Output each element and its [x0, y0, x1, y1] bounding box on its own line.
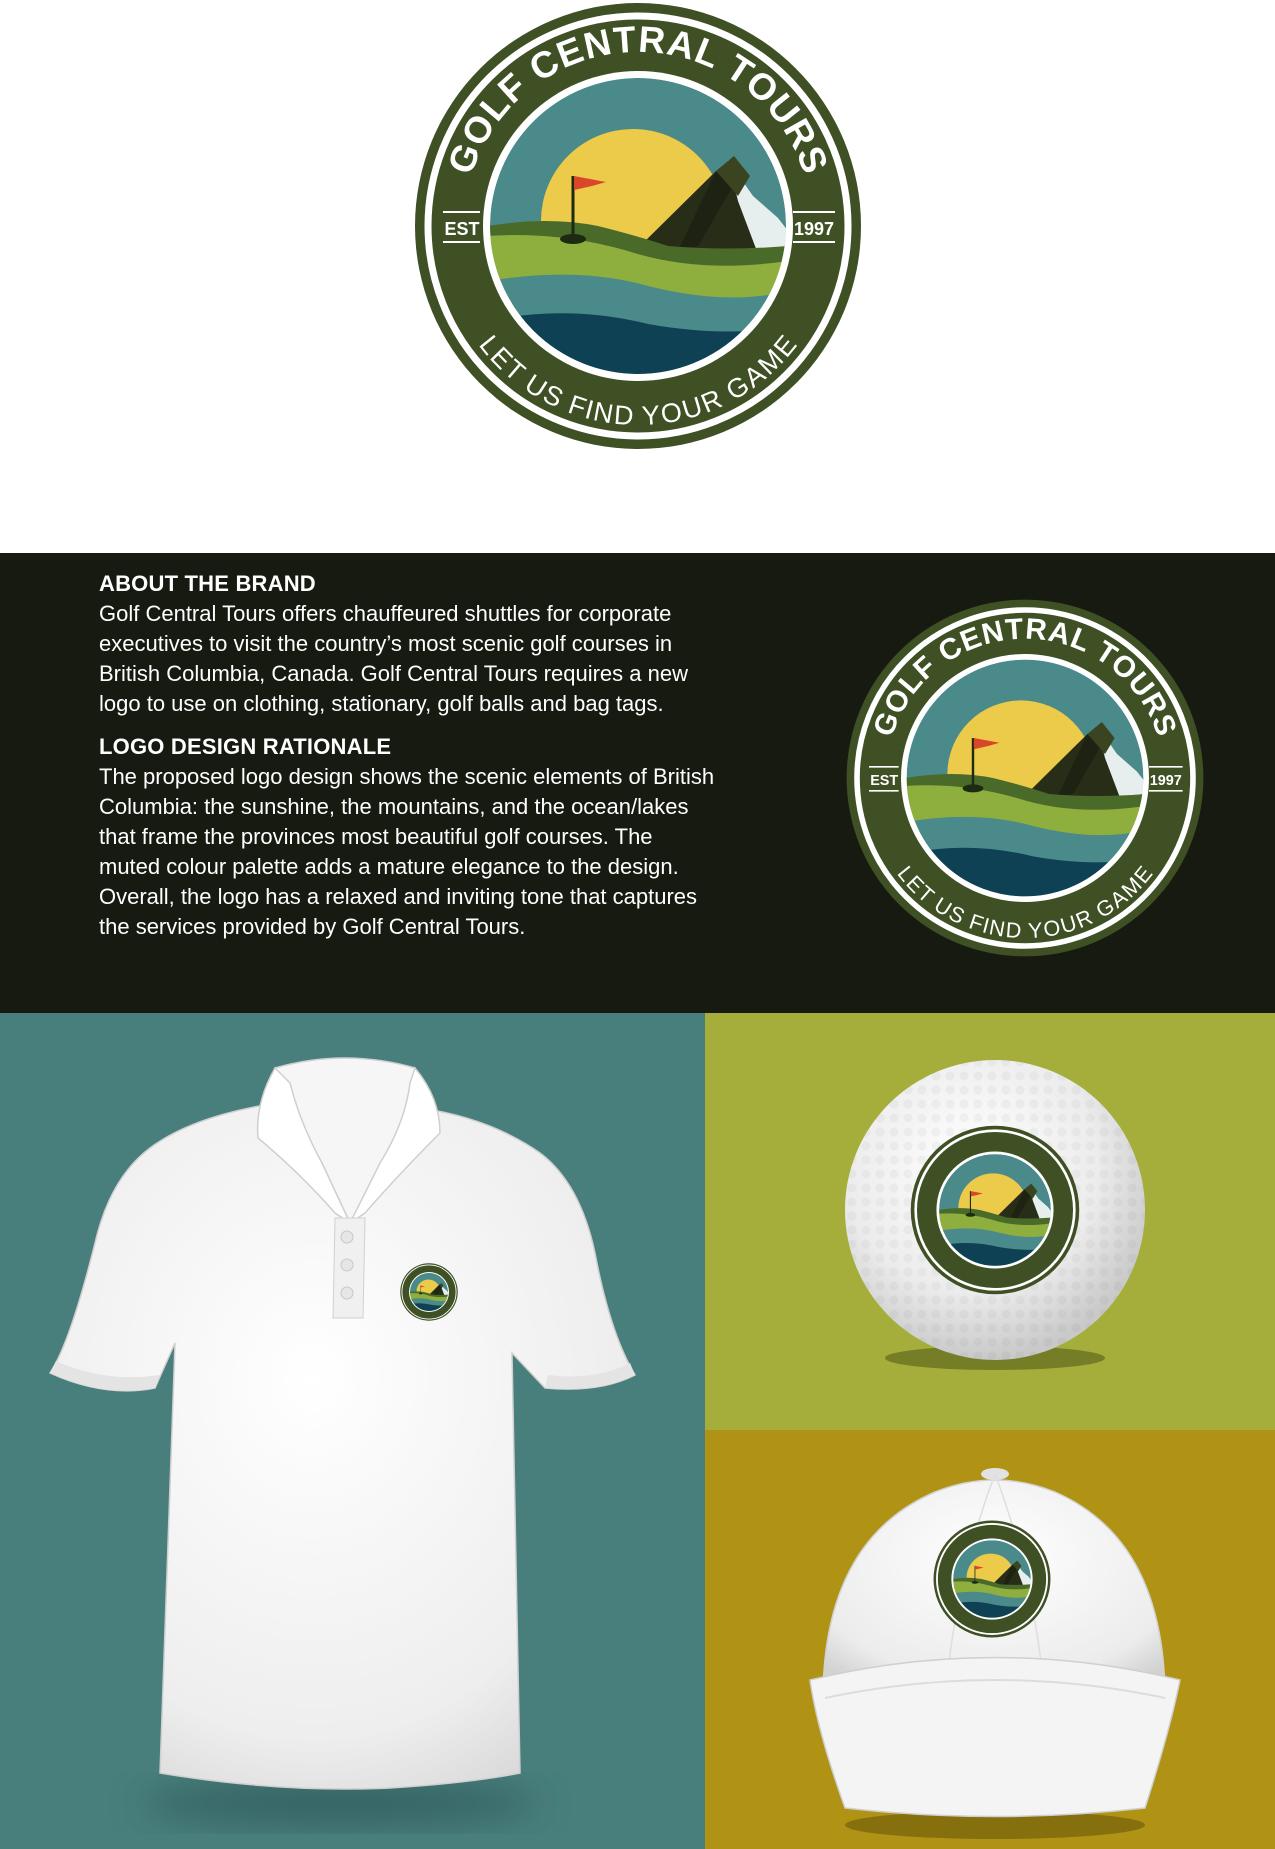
golf-ball-logo [911, 1126, 1079, 1294]
shirt-chest-logo [400, 1263, 457, 1320]
logo-title-text: GOLF CENTRAL TOURS [439, 18, 837, 180]
logo-tagline-text: LET US FIND YOUR GAME [473, 329, 803, 432]
golf-ball-mockup [705, 1013, 1275, 1430]
svg-text:EST: EST [870, 773, 899, 790]
rationale-body: The proposed logo design shows the scenic elements of British Columbia: the sunshine, the mountains, and the ocean/lakes that frame the provinces most beautiful golf courses. The muted colour palette adds a mature elegance to the design. Overall, the logo has a relaxed and inviting tone that captures the services provided by Golf Central Tours. [99, 764, 715, 939]
svg-text:1997: 1997 [793, 219, 835, 239]
brand-description [99, 569, 719, 955]
secondary-logo [845, 598, 1205, 958]
cap-front-logo [934, 1521, 1051, 1638]
svg-text:LET US FIND YOUR GAME: LET US FIND YOUR GAME [892, 861, 1158, 944]
about-heading: ABOUT THE BRAND [99, 571, 316, 596]
about-body: Golf Central Tours offers chauffeured shuttles for corporate executives to visit the country’s most scenic golf courses in British Columbia, Canada. Golf Central Tours requires a new logo to use on clothing, stationary, golf balls and bag tags. [99, 601, 688, 716]
cap-mockup [705, 1430, 1275, 1849]
hero-logo [413, 1, 863, 451]
svg-text:GOLF CENTRAL TOURS: GOLF CENTRAL TOURS [866, 612, 1184, 741]
svg-text:EST: EST [444, 219, 480, 239]
rationale-heading: LOGO DESIGN RATIONALE [99, 734, 392, 759]
svg-text:1997: 1997 [1149, 773, 1182, 790]
polo-shirt-mockup [0, 1013, 705, 1849]
